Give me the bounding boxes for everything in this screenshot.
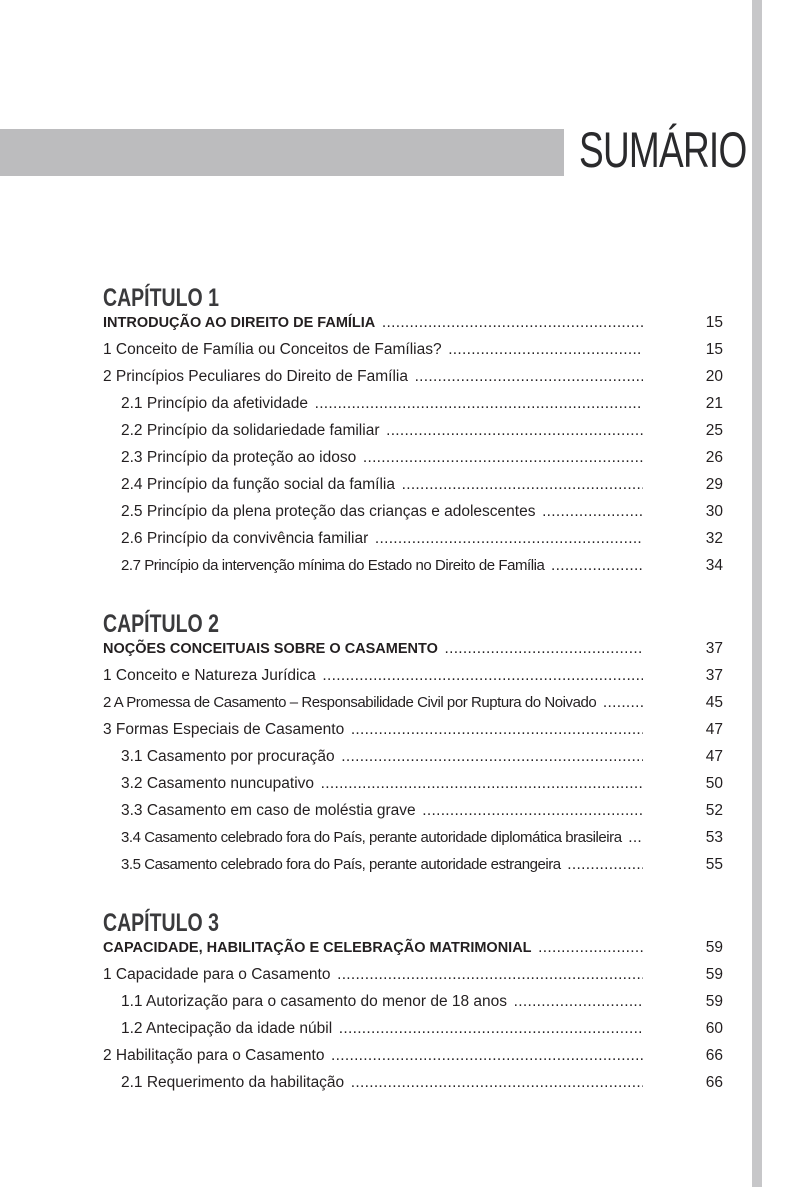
toc-entry-title: 3.5 Casamento celebrado fora do País, perante autoridade estrangeira	[121, 856, 561, 873]
page-edge-strip	[752, 0, 762, 1187]
toc-entry-page: 26	[705, 449, 723, 466]
toc-entry[interactable]	[0, 446, 752, 470]
toc-entry-title: 2.4 Princípio da função social da família	[121, 476, 395, 493]
toc-entry-page: 59	[705, 966, 723, 983]
toc-entry[interactable]	[0, 338, 752, 362]
toc-entry-title: INTRODUÇÃO AO DIREITO DE FAMÍLIA	[103, 315, 376, 331]
toc-entry-title: 2.6 Princípio da convivência familiar	[121, 530, 369, 547]
toc-entry-page: 15	[705, 341, 723, 358]
toc-entry[interactable]	[0, 664, 752, 688]
toc-entry-page: 66	[705, 1074, 723, 1091]
toc-entry[interactable]	[0, 311, 752, 335]
toc-entry-title: 2 A Promessa de Casamento – Responsabilidade Civil por Ruptura do Noivado	[103, 694, 597, 711]
toc-entry[interactable]	[0, 1071, 752, 1095]
toc-entry-title: 1.1 Autorização para o casamento do menor de 18 anos	[121, 993, 508, 1010]
toc-entry-title: 2.5 Princípio da plena proteção das crianças e adolescentes	[121, 503, 536, 520]
toc-entry-title: 2 Princípios Peculiares do Direito de Família	[103, 368, 408, 385]
toc-entry[interactable]	[0, 473, 752, 497]
toc-entry[interactable]	[0, 990, 752, 1014]
toc-entry-page: 37	[705, 667, 723, 684]
toc-entry[interactable]	[0, 799, 752, 823]
chapter-1-label: CAPÍTULO 1	[103, 284, 219, 312]
toc-entry-page: 15	[705, 314, 723, 331]
toc-entry-page: 66	[705, 1047, 723, 1064]
toc-entry-title: 3 Formas Especiais de Casamento	[103, 721, 345, 738]
toc-entry[interactable]	[0, 963, 752, 987]
toc-entry[interactable]	[0, 1044, 752, 1068]
toc-entry[interactable]	[0, 527, 752, 551]
toc-entry-page: 20	[705, 368, 723, 385]
toc-entry-page: 21	[705, 395, 723, 412]
toc-entry-title: CAPACIDADE, HABILITAÇÃO E CELEBRAÇÃO MATRIMONIAL	[103, 940, 532, 956]
chapter-2-label: CAPÍTULO 2	[103, 610, 219, 638]
toc-entry-title: 2.3 Princípio da proteção ao idoso	[121, 449, 357, 466]
toc-entry-page: 30	[705, 503, 723, 520]
toc-entry-title: 2.1 Princípio da afetividade	[121, 395, 308, 412]
toc-entry[interactable]	[0, 419, 752, 443]
toc-entry-title: 2.7 Princípio da intervenção mínima do Estado no Direito de Família	[121, 557, 545, 574]
page-title: SUMÁRIO	[579, 122, 747, 178]
toc-entry[interactable]	[0, 936, 752, 960]
toc-entry-title: 2.2 Princípio da solidariedade familiar	[121, 422, 380, 439]
toc-entry-page: 45	[705, 694, 723, 711]
toc-entry[interactable]	[0, 392, 752, 416]
toc-entry-title: 2 Habilitação para o Casamento	[103, 1047, 325, 1064]
toc-entry[interactable]	[0, 826, 752, 850]
toc-entry-title: 3.2 Casamento nuncupativo	[121, 775, 315, 792]
toc-entry-page: 34	[705, 557, 723, 574]
toc-entry-title: 3.1 Casamento por procuração	[121, 748, 335, 765]
toc-entry[interactable]	[0, 637, 752, 661]
toc-entry-page: 59	[705, 939, 723, 956]
chapter-3-label: CAPÍTULO 3	[103, 909, 219, 937]
toc-entry-page: 50	[705, 775, 723, 792]
toc-entry-page: 25	[705, 422, 723, 439]
toc-entry[interactable]	[0, 1017, 752, 1041]
toc-entry-page: 53	[705, 829, 723, 846]
toc-entry-title: 3.4 Casamento celebrado fora do País, perante autoridade diplomática brasileira	[121, 829, 622, 846]
toc-entry-page: 47	[705, 748, 723, 765]
toc-entry-page: 37	[705, 640, 723, 657]
toc-entry-page: 47	[705, 721, 723, 738]
toc-entry-title: 1 Conceito de Família ou Conceitos de Famílias?	[103, 341, 442, 358]
toc-entry-title: 2.1 Requerimento da habilitação	[121, 1074, 345, 1091]
toc-entry[interactable]	[0, 853, 752, 877]
toc-entry[interactable]	[0, 365, 752, 389]
toc-entry[interactable]	[0, 772, 752, 796]
toc-entry-title: 3.3 Casamento em caso de moléstia grave	[121, 802, 416, 819]
toc-entry-page: 59	[705, 993, 723, 1010]
toc-entry-title: NOÇÕES CONCEITUAIS SOBRE O CASAMENTO	[103, 641, 438, 657]
toc-entry-page: 32	[705, 530, 723, 547]
toc-entry[interactable]	[0, 554, 752, 578]
toc-entry-title: 1 Conceito e Natureza Jurídica	[103, 667, 316, 684]
toc-entry[interactable]	[0, 691, 752, 715]
toc-entry-title: 1 Capacidade para o Casamento	[103, 966, 331, 983]
toc-entry-page: 60	[705, 1020, 723, 1037]
toc-entry-page: 29	[705, 476, 723, 493]
toc-entry-title: 1.2 Antecipação da idade núbil	[121, 1020, 333, 1037]
toc-entry[interactable]	[0, 500, 752, 524]
toc-entry-page: 55	[705, 856, 723, 873]
toc-entry[interactable]	[0, 718, 752, 742]
toc-entry-page: 52	[705, 802, 723, 819]
toc-entry[interactable]	[0, 745, 752, 769]
